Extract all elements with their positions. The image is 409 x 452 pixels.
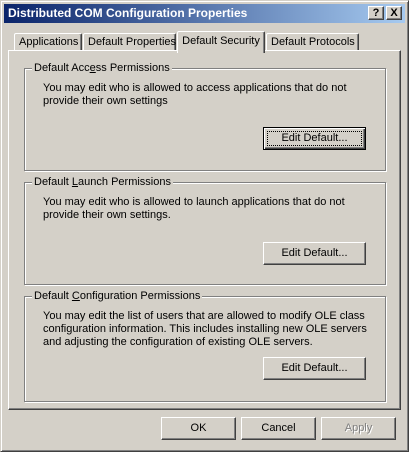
button-label: Edit Default... [281,362,348,374]
launch-permissions-group [24,176,386,285]
button-label: Edit Default... [281,247,348,259]
edit-default-access-button[interactable] [263,127,366,150]
focus-indicator [267,131,362,146]
launch-permissions-description: You may edit who is allowed to launch applications that do not provide their own settings. [43,196,345,221]
button-label: OK [190,422,207,434]
edit-default-configuration-button[interactable] [263,357,366,380]
close-button[interactable] [386,6,402,20]
window-title: Distributed COM Configuration Properties [8,6,248,20]
access-permissions-group [24,62,386,171]
button-label: Cancel [261,422,296,434]
group-title: Default Access Permissions [34,62,170,74]
edit-default-launch-button[interactable] [263,242,366,265]
access-permissions-description: You may edit who is allowed to access applications that do not provide their own settings [43,82,347,107]
tab-label: Default Protocols [271,36,355,48]
help-button[interactable]: ? [368,6,384,20]
configuration-permissions-group [24,290,386,402]
tab-label: Applications [19,36,79,48]
tab-label: Default Properties [88,36,177,48]
close-icon: X [390,7,398,19]
apply-button[interactable] [321,417,396,440]
button-label: Apply [344,422,373,434]
cancel-button[interactable] [241,417,316,440]
group-title: Default Launch Permissions [34,176,171,188]
tab-default-security[interactable] [177,31,265,53]
group-title: Default Configuration Permissions [34,290,201,302]
tab-label: Default Security [182,35,260,47]
title-bar[interactable] [4,4,405,23]
button-label: Edit Default... [281,132,348,144]
configuration-permissions-description: You may edit the list of users that are allowed to modify OLE class configuration information. This includes installing new OLE servers and adjusting the configuration of existing OLE servers. [43,310,367,348]
ok-button[interactable] [161,417,236,440]
tab-panel-default-security [8,50,401,410]
